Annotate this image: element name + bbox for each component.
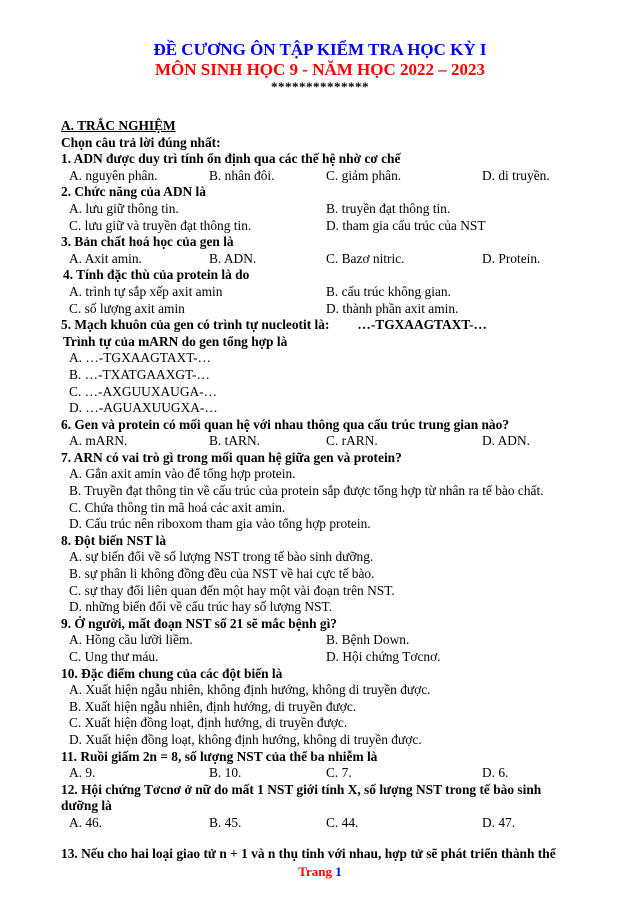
options-row <box>61 765 581 782</box>
option-b: B. …-TXATGAAXGT-… <box>69 366 210 382</box>
options-row <box>61 218 581 235</box>
option-a: A. Axit amin. <box>69 250 142 266</box>
option-b: B. truyền đạt thông tin. <box>326 200 451 216</box>
document-header <box>0 40 640 94</box>
option-a: A. trình tự sắp xếp axit amin <box>69 283 223 299</box>
option-a: A. Xuất hiện ngẫu nhiên, không định hướng, không di truyền được. <box>69 682 431 698</box>
option-d: D. 47. <box>482 814 516 830</box>
options-row <box>61 632 581 649</box>
option-d: D. ADN. <box>482 433 530 449</box>
option-c: C. Bazơ nitric. <box>326 250 405 266</box>
option-b: B. ADN. <box>209 250 257 266</box>
question-1: 1. ADN được duy trì tính ổn định qua các thế hệ nhờ cơ chế <box>61 151 401 167</box>
question-13: 13. Nếu cho hai loại giao tử n + 1 và n thụ tinh với nhau, hợp tử sẽ phát triển thành thể <box>61 845 556 861</box>
question-12-continued: dưỡng là <box>61 798 112 814</box>
options-row <box>61 649 581 666</box>
option-a: A. sự biến đổi về số lượng NST trong tế bào sinh dưỡng. <box>69 549 374 565</box>
question-8: 8. Đột biến NST là <box>61 532 167 548</box>
page-footer <box>0 864 640 881</box>
option-b: B. nhân đôi. <box>209 167 275 183</box>
spacer <box>61 832 581 846</box>
page-label: Trang <box>298 864 332 879</box>
question-12: 12. Hội chứng Tơcnơ ở nữ do mất 1 NST giới tính X, số lượng NST trong tế bào sinh <box>61 781 542 797</box>
stars-divider: ************** <box>271 79 369 94</box>
document-body <box>61 118 581 862</box>
options-row <box>61 301 581 318</box>
section-heading: A. TRẮC NGHIỆM <box>61 118 176 133</box>
option-d: D. di truyền. <box>482 167 550 183</box>
question-3: 3. Bản chất hoá học của gen là <box>61 234 234 250</box>
question-5 <box>61 317 581 334</box>
question-11: 11. Ruồi giấm 2n = 8, số lượng NST của thể ba nhiễm là <box>61 748 378 764</box>
option-d: D. Cấu trúc nên riboxom tham gia vào tổng hợp protein. <box>69 516 371 532</box>
document-subtitle: MÔN SINH HỌC 9 - NĂM HỌC 2022 – 2023 <box>154 60 486 79</box>
question-5-prompt: Trình tự của mARN do gen tổng hợp là <box>63 333 288 349</box>
option-b: B. tARN. <box>209 433 260 449</box>
question-6: 6. Gen và protein có mối quan hệ với nhau thông qua cấu trúc trung gian nào? <box>61 416 510 432</box>
option-a: A. …-TGXAAGTAXT-… <box>69 350 211 366</box>
option-a: A. 9. <box>69 765 96 781</box>
option-c: C. rARN. <box>326 433 378 449</box>
option-b: B. 10. <box>209 765 242 781</box>
option-c: C. sự thay đổi liên quan đến một hay một vài đoạn trên NST. <box>69 582 395 598</box>
option-d: D. thành phần axit amin. <box>326 300 459 316</box>
option-c: C. Chứa thông tin mã hoá các axit amin. <box>69 499 286 515</box>
option-a: A. lưu giữ thông tin. <box>69 200 179 216</box>
option-d: D. tham gia cấu trúc của NST <box>326 217 486 233</box>
option-b: B. Bệnh Down. <box>326 632 410 648</box>
option-d: D. Hội chứng Tơcnơ. <box>326 649 441 664</box>
option-d: D. …-AGUAXUUGXA-… <box>69 400 218 416</box>
option-b: B. Truyền đạt thông tin về cấu trúc của protein sắp được tổng hợp từ nhân ra tế bào chất. <box>69 483 544 499</box>
option-a: A. nguyên phân. <box>69 167 158 183</box>
option-a: A. 46. <box>69 814 103 830</box>
question-9: 9. Ở người, mất đoạn NST số 21 sẽ mắc bệnh gì? <box>61 615 337 631</box>
option-c: C. …-AXGUUXAUGA-… <box>69 383 218 399</box>
question-5-sequence: …-TGXAAGTAXT-… <box>357 317 487 333</box>
document-title: ĐỀ CƯƠNG ÔN TẬP KIỂM TRA HỌC KỲ I <box>153 40 487 59</box>
question-7: 7. ARN có vai trò gì trong mối quan hệ giữa gen và protein? <box>61 449 402 465</box>
option-a: A. Hồng cầu lưỡi liềm. <box>69 632 193 648</box>
options-row <box>61 815 581 832</box>
option-c: C. 44. <box>326 814 359 830</box>
option-c: C. Xuất hiện đồng loạt, định hướng, di truyền được. <box>69 715 348 731</box>
option-d: D. Protein. <box>482 250 541 266</box>
option-c: C. lưu giữ và truyền đạt thông tin. <box>69 217 252 233</box>
option-b: B. sự phân li không đồng đều của NST về hai cực tế bào. <box>69 566 375 582</box>
option-b: B. 45. <box>209 814 242 830</box>
options-row <box>61 201 581 218</box>
option-d: D. Xuất hiện đồng loạt, không định hướng, không di truyền được. <box>69 731 422 747</box>
option-a: A. Gắn axit amin vào để tổng hợp protein. <box>69 466 296 482</box>
question-2: 2. Chức năng của ADN là <box>61 184 206 200</box>
options-row <box>61 284 581 301</box>
question-5-text: 5. Mạch khuôn của gen có trình tự nucleotit là: <box>61 317 330 333</box>
question-4: 4. Tính đặc thù của protein là do <box>63 267 250 283</box>
option-c: C. Ung thư máu. <box>69 649 159 664</box>
instruction: Chọn câu trả lời đúng nhất: <box>61 134 221 150</box>
options-row <box>61 251 581 268</box>
option-c: C. 7. <box>326 765 352 781</box>
options-row <box>61 168 581 185</box>
option-b: B. Xuất hiện ngẫu nhiên, định hướng, di truyền được. <box>69 698 357 714</box>
option-c: C. giảm phân. <box>326 167 402 183</box>
option-b: B. cấu trúc không gian. <box>326 283 451 299</box>
question-10: 10. Đặc điểm chung của các đột biến là <box>61 665 283 681</box>
option-d: D. những biến đổi về cấu trúc hay số lượng NST. <box>69 599 333 615</box>
option-c: C. số lượng axit amin <box>69 300 185 316</box>
option-a: A. mARN. <box>69 433 128 449</box>
options-row <box>61 433 581 450</box>
page-number: 1 <box>335 864 342 879</box>
option-d: D. 6. <box>482 765 509 781</box>
